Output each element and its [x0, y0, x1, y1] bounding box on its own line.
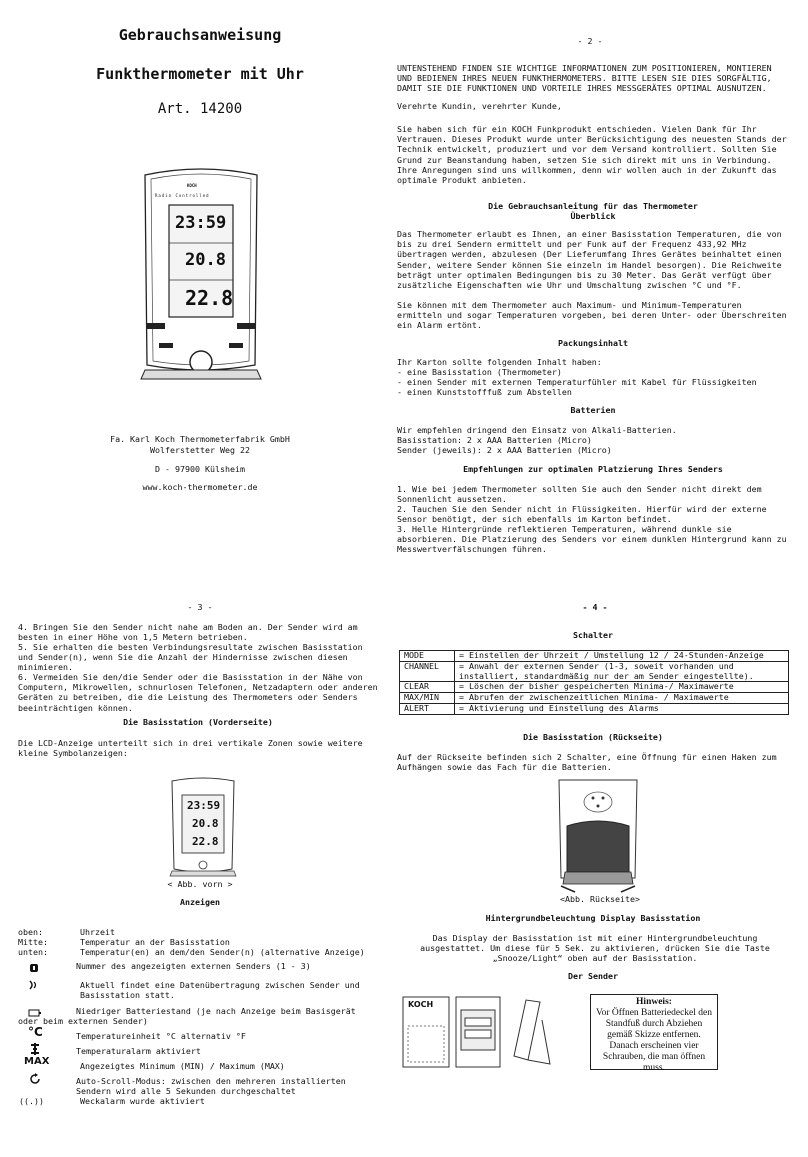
switch-name: MAX/MIN — [400, 693, 455, 704]
symbol-description: Temperaturalarm aktiviert — [76, 1046, 201, 1056]
table-row — [400, 661, 789, 682]
switch-description: = Löschen der bisher gespeicherten Minima-/ Maximawerte — [455, 682, 789, 693]
batteries-line: Wir empfehlen dringend den Einsatz von Alkali-Batterien. — [397, 425, 677, 435]
zone-key: Mitte: — [18, 937, 48, 947]
symbol-description: Auto-Scroll-Modus: zwischen den mehreren installierten Sendern wird alle 5 Sekunden durchgeschaltet — [76, 1076, 346, 1097]
symbol-description: Aktuell findet eine Datenübertragung zwischen Sender und Basisstation statt. — [80, 980, 360, 1001]
sender-logo: KOCH — [408, 1000, 434, 1009]
front-view-illustration — [168, 775, 238, 880]
symbol-description: Weckalarm wurde aktiviert — [80, 1096, 205, 1106]
back-text: Auf der Rückseite befinden sich 2 Schalter, eine Öffnung für einen Haken zum Aufhängen sowie das Fach für die Batterien. — [397, 752, 777, 773]
front-caption: < Abb. vorn > — [167, 879, 233, 889]
table-row — [400, 703, 789, 714]
company-street: Wolferstetter Weg 22 — [150, 445, 250, 455]
hint-title: Hinweis: — [636, 997, 672, 1007]
zone-value: Temperatur(en) an dem/den Sender(n) (alternative Anzeige) — [80, 947, 365, 957]
display-heading: Anzeigen — [180, 897, 220, 907]
overview-heading: Die Gebrauchsanleitung für das Thermometer — [488, 201, 698, 211]
packaging-item: - eine Basisstation (Thermometer) — [397, 367, 562, 377]
backlight-text: Das Display der Basisstation ist mit einer Hintergrundbeleuchtung ausgestattet. Um diese für 5 Sek. zu aktivieren, drücken Sie die Taste „Snooze/Light“ oben auf der Basisstation. — [420, 933, 770, 964]
placement-item: 4. Bringen Sie den Sender nicht nahe am Boden an. Der Sender wird am besten in einer Höhe von 1,5 Metern betrieben. — [18, 622, 358, 643]
base-station-drawing — [139, 165, 263, 390]
channel-icon — [29, 958, 39, 968]
back-heading: Die Basisstation (Rückseite) — [523, 732, 663, 742]
symbol-description: Temperatureinheit °C alternativ °F — [76, 1031, 246, 1041]
back-view-illustration — [553, 776, 643, 896]
switch-description: = Anwahl der externen Sender (1-3, soweit vorhanden und installiert, standardmäßig nur der am Sender eingestellte). — [455, 661, 789, 682]
packaging-item: - einen Kunststofffuß zum Abstellen — [397, 387, 572, 397]
switch-name: CLEAR — [400, 682, 455, 693]
alarm-icon — [30, 1040, 40, 1052]
sender-front-illustration — [402, 996, 450, 1068]
celsius-icon: °C — [28, 1025, 43, 1039]
wake-alarm-icon: ((.)) — [19, 1096, 44, 1106]
company-name: Fa. Karl Koch Thermometerfabrik GmbH — [110, 434, 290, 444]
symbol-description: Niedriger Batteriestand (je nach Anzeige beim Basisgerät oder beim externen Sender) — [18, 1006, 356, 1027]
packaging-heading: Packungsinhalt — [558, 338, 628, 348]
lcd-indoor-temp: 20.8 — [185, 250, 226, 270]
switches-table — [399, 650, 789, 715]
thanks-text: Sie haben sich für ein KOCH Funkprodukt entschieden. Vielen Dank für Ihr Vertrauen. Dieses Produkt wurde unter Berücksichtigung des neuesten Stands der Technik entwickelt, produziert und vor dem Versand kontrolliert. Sollten Sie Grund zur Beanstandung haben, setzen Sie sich direkt mit uns in Verbindung. Ihre Anregungen sind uns willkommen, denn wir wollen auch in der Zukunft das optimale Produkt anbieten. — [397, 124, 787, 186]
placement-item: 1. Wie bei jedem Thermometer sollten Sie auch den Sender nicht direkt dem Sonnenlicht aussetzen. — [397, 484, 762, 505]
zone-key: unten: — [18, 947, 48, 957]
table-row — [400, 693, 789, 704]
overview-subheading: Überblick — [570, 211, 616, 221]
switch-description: = Aktivierung und Einstellung des Alarms — [455, 703, 789, 714]
placement-item: 6. Vermeiden Sie den/die Sender oder die Basisstation in der Nähe von Computern, Mikrowellen, schnurlosen Telefonen, Netzadaptern oder anderen Geräten zu betreiben, die die Leistung des Thermometers oder Senders beeinträchtigen können. — [18, 672, 378, 713]
base-station-illustration — [139, 165, 263, 390]
page-number-4: - 4 - — [582, 602, 608, 612]
symbol-description: Nummer des angezeigten externen Senders (1 - 3) — [76, 961, 311, 971]
switch-name: MODE — [400, 651, 455, 662]
placement-item: 5. Sie erhalten die besten Verbindungsresultate zwischen Basisstation und Sender(n), wenn Sie die Anzahl der Hindernisse zwischen diesen minimieren. — [18, 642, 363, 673]
switch-description: = Abrufen der zwischenzeitlichen Minima- / Maximawerte — [455, 693, 789, 704]
greeting: Verehrte Kundin, verehrter Kunde, — [397, 101, 562, 111]
manual-title: Gebrauchsanweisung — [118, 26, 282, 44]
small-lcd-indoor: 20.8 — [192, 817, 219, 830]
signal-icon — [28, 976, 40, 988]
sender-side-illustration — [506, 996, 556, 1068]
auto-scroll-icon — [29, 1070, 41, 1082]
sender-heading: Der Sender — [568, 971, 618, 981]
zone-value: Temperatur an der Basisstation — [80, 937, 230, 947]
overview-text: Das Thermometer erlaubt es Ihnen, an einer Basisstation Temperaturen, die von bis zu drei Sendern ermittelt und per Funk auf der Frequenz 433,92 MHz übertragen werden, abzulesen (Der Lieferumfang Ihres Gerätes beinhaltet einen Sender, weitere Sender können Sie einzeln im Handel besorgen). Die Reichweite beträgt unter optimalen Bedingungen bis zu 30 Meter. Das Gerät verfügt über zusätzliche Eigenschaften wie Uhr und Umschaltung zwischen °C und °F. — [397, 229, 782, 291]
page-number-3: - 3 - — [187, 602, 213, 612]
small-lcd-outdoor: 22.8 — [192, 835, 219, 848]
switches-heading: Schalter — [573, 630, 613, 640]
hint-text: Vor Öffnen Batteriedeckel den Standfuß durch Abziehen gemäß Skizze entfernen. Danach erscheinen vier Schrauben, die man öffnen muss. — [596, 1008, 712, 1073]
overview-text-2: Sie können mit dem Thermometer auch Maximum- und Minimum-Temperaturen ermitteln und sogar Temperaturen vorgeben, bei deren Unter- oder Überschreiten ein Alarm ertönt. — [397, 300, 787, 331]
back-view-drawing — [553, 776, 643, 896]
small-lcd-time: 23:59 — [187, 799, 221, 812]
table-row — [400, 682, 789, 693]
sender-side-drawing — [506, 996, 556, 1068]
table-row — [400, 651, 789, 662]
switch-name: CHANNEL — [400, 661, 455, 682]
front-text: Die LCD-Anzeige unterteilt sich in drei vertikale Zonen sowie weitere kleine Symbolanzeigen: — [18, 738, 363, 759]
zone-key: oben: — [18, 927, 43, 937]
symbol-description: Angezeigtes Minimum (MIN) / Maximum (MAX) — [80, 1061, 285, 1071]
switch-name: ALERT — [400, 703, 455, 714]
front-heading: Die Basisstation (Vorderseite) — [123, 717, 273, 727]
sender-back-drawing — [455, 996, 501, 1068]
lcd-time: 23:59 — [175, 213, 227, 233]
sender-back-illustration — [455, 996, 501, 1068]
placement-item: 3. Helle Hintergründe reflektieren Temperaturen, während dunkle sie absorbieren. Die Platzierung des Senders vor einem dunklen Hintergrund kann zu Messwertverfälschungen führen. — [397, 524, 787, 555]
batteries-line: Sender (jeweils): 2 x AAA Batterien (Micro) — [397, 445, 612, 455]
switch-description: = Einstellen der Uhrzeit / Umstellung 12 / 24-Stunden-Anzeige — [455, 651, 789, 662]
backlight-heading: Hintergrundbeleuchtung Display Basisstation — [485, 913, 701, 923]
page-number-2: - 2 - — [577, 36, 603, 46]
placement-heading: Empfehlungen zur optimalen Platzierung Ihres Senders — [463, 464, 723, 474]
packaging-item: - einen Sender mit externen Temperaturfühler mit Kabel für Flüssigkeiten — [397, 377, 757, 387]
company-city: D - 97900 Külsheim — [155, 464, 245, 474]
device-label: Radio Controlled — [155, 193, 210, 198]
max-icon: MAX — [24, 1056, 50, 1067]
zone-value: Uhrzeit — [80, 927, 115, 937]
brand-logo: KOCH — [187, 183, 197, 188]
product-title: Funkthermometer mit Uhr — [96, 65, 304, 83]
batteries-heading: Batterien — [570, 405, 616, 415]
company-website: www.koch-thermometer.de — [142, 482, 258, 492]
lcd-outdoor-temp: 22.8 — [185, 286, 234, 310]
packaging-intro: Ihr Karton sollte folgenden Inhalt haben: — [397, 357, 602, 367]
hint-box — [590, 994, 718, 1073]
intro-text: UNTENSTEHEND FINDEN SIE WICHTIGE INFORMATIONEN ZUM POSITIONIEREN, MONTIEREN UND BEDIENEN IHRES NEUEN FUNKTHERMOMETERS. BITTE LESEN SIE DIES SORGFÄLTIG, DAMIT SIE DIE FUNKTIONEN UND VORTEILE IHRES MESSGERÄTES OPTIMAL AUSNUTZEN. — [397, 63, 772, 94]
placement-item: 2. Tauchen Sie den Sender nicht in Flüssigkeiten. Hierfür wird der externe Sensor benötigt, der sich ebenfalls im Karton befindet. — [397, 504, 767, 525]
article-number: Art. 14200 — [157, 101, 243, 117]
batteries-line: Basisstation: 2 x AAA Batterien (Micro) — [397, 435, 592, 445]
back-caption: <Abb. Rückseite> — [560, 894, 640, 904]
